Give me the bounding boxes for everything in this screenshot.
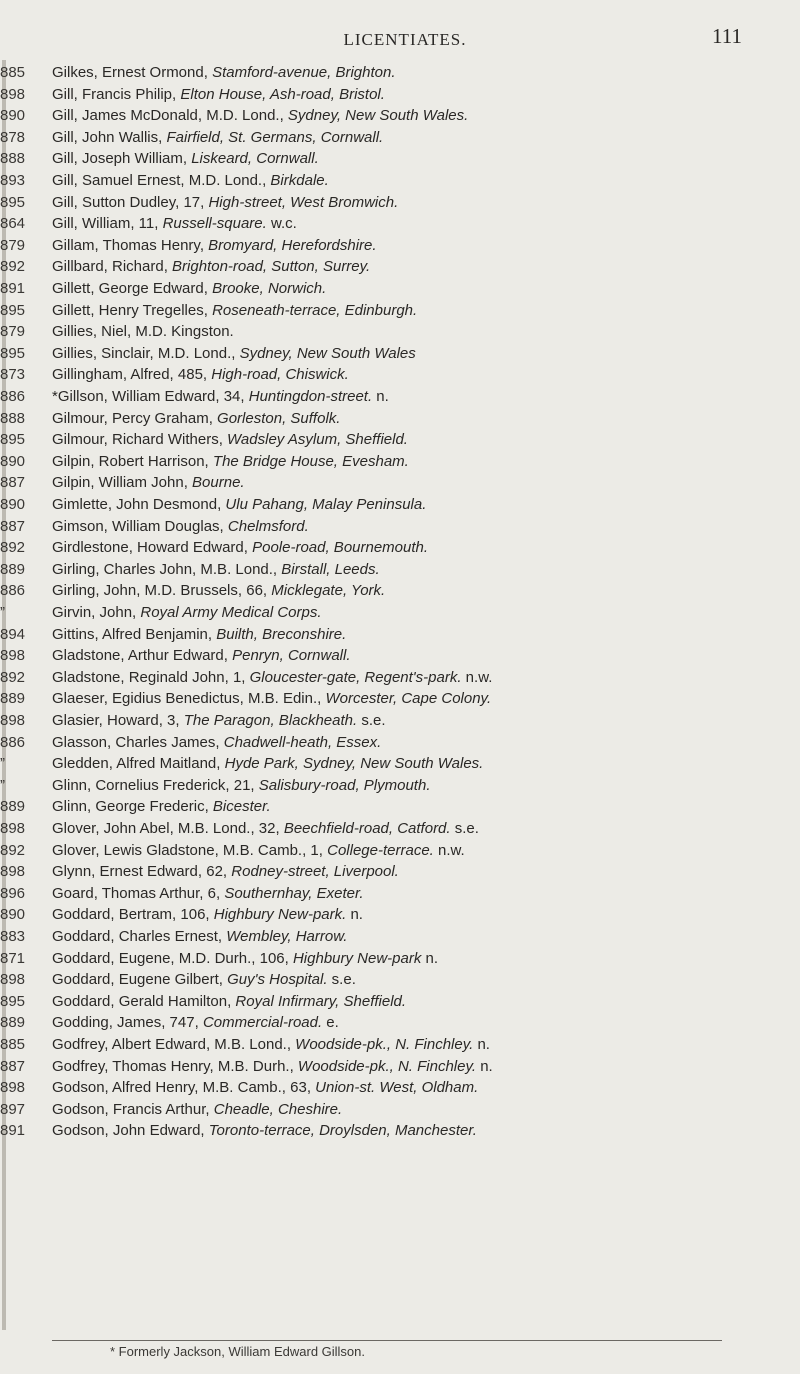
- entry-address: Ulu Pahang, Malay Peninsula.: [225, 496, 427, 513]
- entry-name: Goard, Thomas Arthur, 6,: [52, 884, 225, 902]
- entry-line: [52, 86, 797, 104]
- entry-address: The Bridge House, Evesham.: [212, 452, 409, 470]
- entry-line: [52, 626, 797, 644]
- entry-address: Sydney, New South Wales: [239, 344, 416, 362]
- running-title: LICENTIATES.: [343, 30, 467, 49]
- entry-name: Girling, Charles John, M.B. Lond.,: [52, 560, 282, 578]
- entry-address: Liskeard, Cornwall.: [191, 150, 319, 168]
- entry-line: [52, 734, 797, 752]
- entry-address: Poole-road, Bournemouth.: [252, 539, 429, 557]
- entry-line: [52, 215, 797, 233]
- entry-year: 898: [0, 1079, 26, 1097]
- entry-line: [52, 172, 797, 190]
- entry-line: [52, 280, 797, 298]
- entry-name: Godfrey, Albert Edward, M.B. Lond.,: [52, 1036, 296, 1053]
- entry-name: Glinn, Cornelius Frederick, 21,: [52, 776, 259, 794]
- entry-line: [52, 539, 797, 557]
- entry-name: Gillingham, Alfred, 485,: [52, 366, 212, 384]
- entry-year: 890: [0, 906, 26, 924]
- entry-line: [52, 885, 797, 903]
- entry-line: [52, 755, 797, 773]
- entry-year: 887: [0, 474, 26, 492]
- entry-line: [52, 582, 797, 600]
- entry-district: n.: [473, 1036, 490, 1053]
- entry-line: [52, 1122, 797, 1140]
- entry-line: [52, 1058, 797, 1076]
- entry-address: Worcester, Cape Colony.: [325, 690, 492, 708]
- entry-year: 886: [0, 733, 26, 751]
- entry-district: e.: [322, 1014, 339, 1032]
- entry-line: [52, 647, 797, 665]
- entry-line: [52, 950, 797, 968]
- entry-district: n.: [346, 906, 363, 924]
- entry-name: Glinn, George Frederic,: [52, 798, 213, 816]
- entry-year: 887: [0, 517, 26, 535]
- entry-year: 873: [0, 366, 26, 384]
- entry-address: College-terrace.: [327, 841, 434, 859]
- entry-year: 892: [0, 539, 26, 557]
- entry-name: Gillett, Henry Tregelles,: [52, 301, 213, 319]
- entry-district: n.w.: [461, 668, 493, 686]
- entry-name: Gill, Sutton Dudley, 17,: [52, 193, 209, 211]
- entry-name: Gilpin, William John,: [52, 474, 193, 492]
- entry-year: 896: [0, 884, 26, 902]
- entry-line: [52, 669, 797, 687]
- entry-address: Union-st. West, Oldham.: [315, 1079, 479, 1097]
- entry-address: Highbury New-park: [292, 949, 422, 967]
- entry-year: 898: [0, 712, 26, 729]
- entry-name: Girling, John, M.D. Brussels, 66,: [52, 582, 272, 600]
- entry-name: Godfrey, Thomas Henry, M.B. Durh.,: [52, 1057, 298, 1075]
- entry-district: s.e.: [327, 971, 356, 989]
- entry-address: Cheadle, Cheshire.: [213, 1100, 343, 1118]
- entry-district: n.: [476, 1057, 493, 1075]
- entry-name: Girdlestone, Howard Edward,: [52, 539, 253, 557]
- entry-year: 892: [0, 668, 26, 686]
- entry-address: Beechfield-road, Catford.: [283, 820, 451, 837]
- entry-name: Gill, John Wallis,: [52, 128, 167, 146]
- entry-line: [52, 1079, 797, 1097]
- entry-name: Goddard, Bertram, 106,: [52, 906, 214, 924]
- page-header: [0, 24, 800, 54]
- entry-year: 895: [0, 301, 26, 319]
- entry-line: [52, 842, 797, 860]
- entry-year: 878: [0, 128, 26, 146]
- entry-address: Roseneath-terrace, Edinburgh.: [212, 301, 418, 319]
- entry-name: Gill, William, 11,: [52, 215, 163, 233]
- entry-name: Gill, Francis Philip,: [52, 85, 181, 103]
- entry-address: Sydney, New South Wales.: [287, 107, 469, 125]
- entry-address: Woodside-pk., N. Finchley.: [295, 1036, 474, 1053]
- entry-year: 888: [0, 409, 26, 427]
- entry-year: 895: [0, 344, 26, 362]
- entry-line: [52, 928, 797, 946]
- entry-name: Gillett, George Edward,: [52, 280, 213, 297]
- entry-year: 895: [0, 193, 26, 211]
- entry-year: 894: [0, 625, 26, 643]
- entry-year: 879: [0, 236, 26, 254]
- entry-address: Elton House, Ash-road, Bristol.: [180, 85, 385, 103]
- entry-line: [52, 993, 797, 1011]
- entry-line: [52, 798, 797, 816]
- entry-name: Goddard, Eugene, M.D. Durh., 106,: [52, 949, 293, 967]
- entry-line: [52, 777, 797, 795]
- entry-year: 883: [0, 928, 26, 945]
- entry-year: 897: [0, 1100, 26, 1118]
- entry-address: Fairfield, St. Germans, Cornwall.: [166, 128, 384, 146]
- entry-line: [52, 1036, 797, 1054]
- entry-year: 898: [0, 863, 26, 881]
- footnote-rule: [52, 1340, 722, 1341]
- entry-district: s.e.: [357, 712, 386, 729]
- entry-year: 889: [0, 690, 26, 708]
- entry-line: [52, 345, 797, 363]
- entry-line: [52, 561, 797, 579]
- entry-year: 885: [0, 1036, 26, 1053]
- entry-line: [52, 971, 797, 989]
- entry-address: Wadsley Asylum, Sheffield.: [227, 431, 408, 449]
- entry-name: Gilkes, Ernest Ormond,: [52, 64, 213, 81]
- entry-address: Highbury New-park.: [213, 906, 347, 924]
- entry-year: 893: [0, 172, 26, 189]
- entry-name: Godson, John Edward,: [52, 1122, 209, 1140]
- entry-name: Glover, John Abel, M.B. Lond., 32,: [52, 820, 284, 837]
- entry-line: [52, 64, 797, 82]
- entry-line: [52, 712, 797, 730]
- entry-name: Gill, Joseph William,: [52, 150, 192, 168]
- entry-address: Brighton-road, Sutton, Surrey.: [172, 258, 371, 276]
- entry-address: Bicester.: [212, 798, 271, 816]
- entry-name: Gilpin, Robert Harrison,: [52, 452, 213, 470]
- entry-line: [52, 107, 797, 125]
- entry-line: [52, 150, 797, 168]
- entry-address: Wembley, Harrow.: [226, 928, 348, 945]
- entry-year: 879: [0, 323, 26, 341]
- entry-line: [52, 388, 797, 406]
- entry-year: ”: [0, 776, 5, 794]
- entry-line: [52, 258, 797, 276]
- entry-address: Gorleston, Suffolk.: [217, 409, 341, 427]
- entry-year: 889: [0, 1014, 26, 1032]
- entry-name: Glasson, Charles James,: [52, 733, 224, 751]
- entry-year: 871: [0, 949, 26, 967]
- entry-name: Glasier, Howard, 3,: [52, 712, 184, 729]
- entry-year: 895: [0, 992, 26, 1010]
- entry-line: [52, 410, 797, 428]
- entry-district: w.c.: [266, 215, 297, 233]
- entry-name: Gillam, Thomas Henry,: [52, 236, 209, 254]
- entry-name: Gladstone, Arthur Edward,: [52, 647, 233, 665]
- entry-year: 892: [0, 258, 26, 276]
- entry-year: 890: [0, 496, 26, 513]
- page-number: 111: [712, 24, 742, 48]
- entry-line: [52, 237, 797, 255]
- entry-year: 887: [0, 1057, 26, 1075]
- entry-address: Bourne.: [192, 474, 245, 492]
- entry-name: Gilmour, Richard Withers,: [52, 431, 228, 449]
- entry-line: [52, 323, 797, 341]
- entry-line: [52, 1014, 797, 1032]
- entry-name: Gill, James McDonald, M.D. Lond.,: [52, 107, 288, 125]
- entry-year: 886: [0, 582, 26, 600]
- entry-year: ”: [0, 755, 5, 773]
- entry-address: Builth, Breconshire.: [216, 625, 347, 643]
- entry-name: *Gillson, William Edward, 34,: [52, 388, 249, 405]
- entry-name: Girvin, John,: [52, 604, 141, 621]
- entry-line: [52, 474, 797, 492]
- entry-address: Russell-square.: [162, 215, 267, 233]
- entry-name: Gledden, Alfred Maitland,: [52, 755, 225, 773]
- entry-address: Chadwell-heath, Essex.: [223, 733, 382, 751]
- entry-year: 864: [0, 215, 26, 233]
- entry-line: [52, 690, 797, 708]
- entry-line: [52, 366, 797, 384]
- entry-year: 891: [0, 1122, 26, 1140]
- entry-year: 888: [0, 150, 26, 168]
- entry-year: 898: [0, 647, 26, 665]
- entry-address: Guy's Hospital.: [227, 971, 328, 989]
- entry-address: Chelmsford.: [227, 517, 309, 535]
- entry-line: [52, 863, 797, 881]
- entry-address: Birstall, Leeds.: [281, 560, 380, 578]
- entry-name: Godding, James, 747,: [52, 1014, 203, 1032]
- entry-address: The Paragon, Blackheath.: [183, 712, 358, 729]
- entry-name: Goddard, Gerald Hamilton,: [52, 992, 236, 1010]
- entry-name: Gittins, Alfred Benjamin,: [52, 625, 217, 643]
- entry-line: [52, 431, 797, 449]
- entry-line: [52, 129, 797, 147]
- entry-name: Glaeser, Egidius Benedictus, M.B. Edin.,: [52, 690, 326, 708]
- entry-address: Woodside-pk., N. Finchley.: [297, 1057, 477, 1075]
- entry-year: 886: [0, 388, 26, 405]
- entry-line: [52, 820, 797, 838]
- entry-name: Gimson, William Douglas,: [52, 517, 228, 535]
- entry-line: [52, 518, 797, 536]
- entry-year: 889: [0, 798, 26, 816]
- entry-year: 885: [0, 64, 26, 81]
- entry-line: [52, 1101, 797, 1119]
- entry-line: [52, 302, 797, 320]
- entry-name: Goddard, Charles Ernest,: [52, 928, 227, 945]
- entry-year: 890: [0, 452, 26, 470]
- entry-address: Micklegate, York.: [271, 582, 386, 600]
- entry-line: [52, 604, 797, 622]
- entry-district: n.w.: [433, 841, 465, 859]
- entry-year: 895: [0, 431, 26, 449]
- entry-year: 898: [0, 971, 26, 989]
- entry-year: 891: [0, 280, 26, 297]
- entry-district: s.e.: [450, 820, 479, 837]
- entry-year: 889: [0, 560, 26, 578]
- entry-address: Hyde Park, Sydney, New South Wales.: [224, 755, 484, 773]
- entry-year: 898: [0, 820, 26, 837]
- entry-name: Gilmour, Percy Graham,: [52, 409, 218, 427]
- entry-address: High-road, Chiswick.: [211, 366, 349, 384]
- entry-district: n.: [421, 949, 439, 967]
- entry-line: [52, 194, 797, 212]
- entry-name: Gill, Samuel Ernest, M.D. Lond.,: [52, 172, 271, 189]
- entry-address: Salisbury-road, Plymouth.: [258, 776, 431, 794]
- entry-address: Commercial-road.: [202, 1014, 323, 1032]
- entry-address: Rodney-street, Liverpool.: [231, 863, 399, 881]
- entry-name: Goddard, Eugene Gilbert,: [52, 971, 228, 989]
- entry-address: High-street, West Bromwich.: [208, 193, 399, 211]
- entry-address: Toronto-terrace, Droylsden, Manchester.: [208, 1122, 477, 1140]
- entry-address: Penryn, Cornwall.: [232, 647, 351, 665]
- entry-name: Gillbard, Richard,: [52, 258, 173, 276]
- entry-address: Birkdale.: [270, 172, 329, 189]
- entry-line: [52, 906, 797, 924]
- entry-year: 890: [0, 107, 26, 125]
- entry-name: Glynn, Ernest Edward, 62,: [52, 863, 232, 881]
- entry-district: n.: [372, 388, 389, 405]
- entry-address: Huntingdon-street.: [248, 388, 373, 405]
- entry-address: Royal Infirmary, Sheffield.: [235, 992, 407, 1010]
- entry-address: Royal Army Medical Corps.: [140, 604, 322, 621]
- entry-address: Bromyard, Herefordshire.: [208, 236, 377, 254]
- entry-year: 898: [0, 85, 26, 103]
- entry-address: Southernhay, Exeter.: [224, 884, 364, 902]
- entry-line: [52, 453, 797, 471]
- entry-address: Stamford-avenue, Brighton.: [212, 64, 396, 81]
- entry-name: Gladstone, Reginald John, 1,: [52, 668, 250, 686]
- entry-name: Gimlette, John Desmond,: [52, 496, 226, 513]
- entry-name: Gillies, Sinclair, M.D. Lond.,: [52, 344, 240, 362]
- entry-name: Godson, Alfred Henry, M.B. Camb., 63,: [52, 1079, 316, 1097]
- entry-year: 892: [0, 841, 26, 859]
- footnote: * Formerly Jackson, William Edward Gillson.: [110, 1344, 366, 1359]
- entry-address: Gloucester-gate, Regent's-park.: [249, 668, 462, 686]
- entry-line: [52, 496, 797, 514]
- entry-name: Gillies, Niel, M.D. Kingston.: [52, 323, 234, 341]
- entry-address: Brooke, Norwich.: [212, 280, 327, 297]
- entry-name: Godson, Francis Arthur,: [52, 1100, 214, 1118]
- entry-name: Glover, Lewis Gladstone, M.B. Camb., 1,: [52, 841, 328, 859]
- entry-year: ”: [0, 604, 5, 621]
